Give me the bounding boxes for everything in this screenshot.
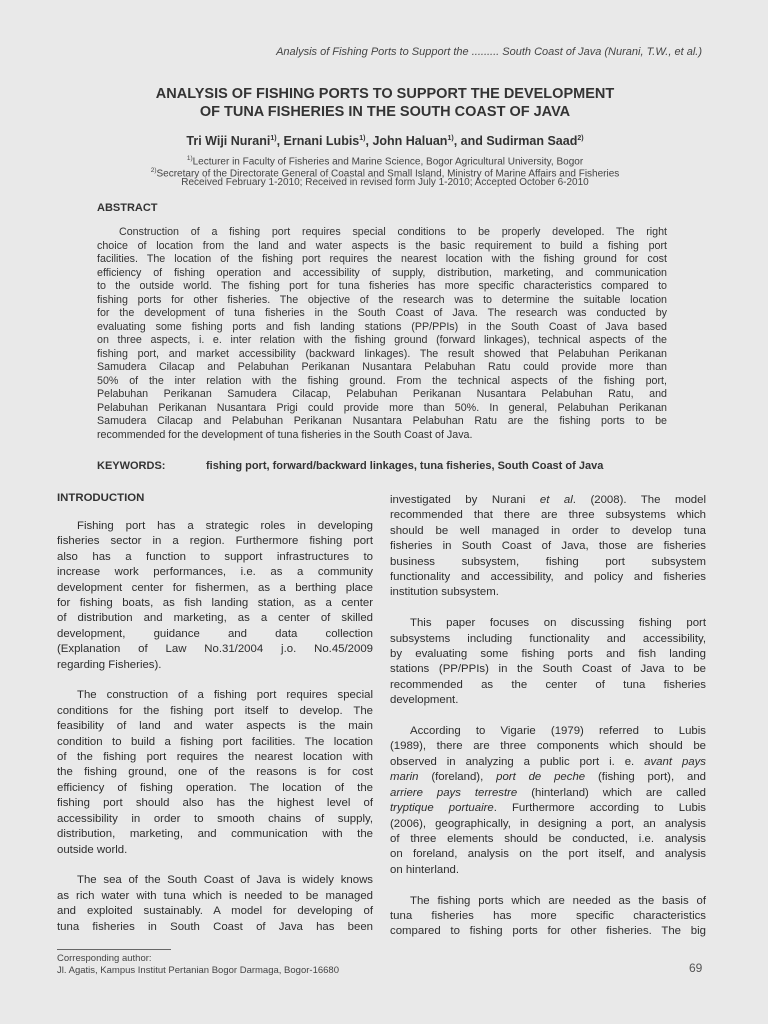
author-4-affil: 2) <box>577 134 584 142</box>
italic-span: port de peche <box>496 771 586 784</box>
text-line: fishing port should also has the highest level of <box>57 797 373 810</box>
text-line: (1989), there are three components which should be <box>390 740 706 753</box>
affiliation-2-mark: 2) <box>150 167 157 174</box>
text-line: stations (PP/PPIs) in the South Coast of Java to be <box>390 663 706 676</box>
text-line: The construction of a fishing port requires special <box>77 689 373 702</box>
text-line: (Explanation of Law No.31/2004 j.o. No.45/2009 <box>57 643 373 656</box>
italic-span: marin <box>390 771 419 784</box>
text-line: of distribution and marketing, as a center of skilled <box>57 612 373 625</box>
abstract-heading: ABSTRACT <box>97 202 158 214</box>
title-line-1: ANALYSIS OF FISHING PORTS TO SUPPORT THE DEVELOPMENT <box>155 86 615 102</box>
author-3-affil: 1) <box>447 134 454 142</box>
abstract-line: on three aspects, i. e. inter relation with the fishing ground (forward linkages), technical aspects of the <box>97 334 667 346</box>
italic-span: tryptique portuaire <box>390 802 494 815</box>
text-line: compared to fishing ports for other fisheries. The big <box>390 925 706 938</box>
abstract-line: fishing ports for other fisheries. The objective of the research was to determine the suitable location <box>97 293 667 306</box>
author-and: , and <box>453 134 487 148</box>
text-line: (2006), geographically, in designing a port, an analysis <box>390 817 706 830</box>
abstract-body <box>97 226 667 442</box>
right-paragraph-4 <box>390 894 706 940</box>
text-line: development center for fishermen, as a berthing place <box>57 581 373 594</box>
abstract-line: recommended for the development of tuna fisheries in the South Coast of Java. <box>97 428 473 441</box>
text-line: functionality and accessibility, and policy and fisheries <box>390 571 706 584</box>
left-column <box>57 519 373 935</box>
text-line: fisheries sector in a region. Furthermore fishing port <box>57 535 373 548</box>
right-paragraph-1 <box>390 493 706 601</box>
text-span: . Furthermore according to Lubis <box>493 802 707 815</box>
text-line: institution subsystem. <box>390 586 499 599</box>
text-line: business subsystem, fishing port subsystem <box>390 555 706 568</box>
text-span: (fishing port), and <box>585 771 706 784</box>
author-1-affil: 1) <box>270 134 277 142</box>
italic-span: avant pays <box>644 755 707 768</box>
text-line: tuna fisheries has more specific characteristics <box>390 909 706 922</box>
abstract-line: 50% of the inter relation with the fishing ground. From the technical aspects of the fishing port, <box>97 374 667 387</box>
text-span: investigated by Nurani <box>390 494 540 506</box>
text-line: of three elements should be conducted, i.e. analysis <box>390 832 706 845</box>
italic-span: arriere pays terrestre <box>390 786 518 799</box>
text-line: This paper focuses on discussing fishing port <box>410 617 706 630</box>
footnote-divider <box>57 949 171 950</box>
text-span: . (2008). The model <box>572 494 707 506</box>
author-list <box>60 134 710 148</box>
text-line: development. <box>390 694 459 707</box>
text-line: The fishing ports which are needed as the basis of <box>410 894 706 907</box>
text-span: (foreland), <box>418 771 497 784</box>
text-line: accessibility in order to smooth chains of supply, <box>57 812 373 825</box>
author-2-affil: 1) <box>359 134 366 142</box>
text-line: as rich water with tuna which is needed to be managed <box>57 889 373 902</box>
text-line: on hinterland. <box>390 863 460 876</box>
paper-title <box>60 85 710 121</box>
author-sep: , <box>365 134 373 148</box>
abstract-line: Pelabuhan Perikanan Nusantara Prigi could provide more than 50%. In general, Pelabuhan Perikanan <box>97 401 667 414</box>
text-line: increase work performances, i.e. as a community <box>57 566 373 579</box>
text-line <box>390 755 706 770</box>
abstract-line: Samudera Cilacap and Pelabuhan Perikanan Nusantara Pelabuhan Ratu could provide more than <box>97 361 667 373</box>
keywords-value: fishing port, forward/backward linkages, tuna fisheries, South Coast of Java <box>206 460 604 472</box>
text-line: The sea of the South Coast of Java is widely knows <box>77 874 373 887</box>
text-line <box>390 770 706 785</box>
text-line: of the fishing port requires the nearest location with <box>57 751 373 764</box>
author-1: Tri Wiji Nurani <box>186 134 271 148</box>
right-paragraph-2 <box>390 616 706 708</box>
author-3: John Haluan <box>372 134 448 148</box>
text-line: should be well managed in order to develop tuna <box>390 524 706 537</box>
text-line: for fishing boats, as fish landing station, as a center <box>57 597 373 610</box>
text-span: observed in analyzing a public port i. e. <box>390 755 645 768</box>
footnote-address: Jl. Agatis, Kampus Institut Pertanian Bogor Darmaga, Bogor-16680 <box>57 965 339 976</box>
abstract-line: efficiency of fishing operation and accessibility of supply, distribution, marketing, and communication <box>97 266 667 279</box>
author-sep: , <box>276 134 284 148</box>
keywords-label: KEYWORDS: <box>97 460 166 472</box>
text-line: outside world. <box>57 843 128 856</box>
intro-paragraph-3 <box>57 873 373 935</box>
text-line: development, guidance and data collection <box>57 627 373 640</box>
abstract-line: to the outside world. The fishing port for tuna fisheries has more specific characteristics compared to <box>97 280 667 292</box>
text-line: conditions for the fishing port itself to develop. The <box>57 704 373 717</box>
text-line: condition to build a fishing port facilities. The location <box>57 735 373 748</box>
title-line-2: OF TUNA FISHERIES IN THE SOUTH COAST OF JAVA <box>199 104 571 120</box>
text-line: recommended as the center of tuna fisheries <box>390 678 706 691</box>
text-line: distribution, marketing, and communication with the <box>57 828 373 841</box>
text-line <box>390 786 706 801</box>
footnote-label: Corresponding author: <box>57 953 152 964</box>
abstract-line: Construction of a fishing port requires special conditions to be properly developed. The right <box>119 226 667 238</box>
affiliation-2-text: Secretary of the Directorate General of Coastal and Small Island, Ministry of Marine Affairs and Fisheries <box>156 168 620 180</box>
text-line: feasibility of land and water aspects is the main <box>57 720 373 733</box>
author-2: Ernani Lubis <box>283 134 360 148</box>
text-span: (hinterland) which are called <box>517 786 707 799</box>
text-line: Fishing port has a strategic roles in developing <box>77 520 373 532</box>
abstract-line: facilities. The location of the fishing port requires the nearest location with the fishing ground for cost <box>97 253 667 265</box>
author-4: Sudirman Saad <box>486 134 578 148</box>
abstract-line: Pelabuhan Perikanan Samudera Cilacap, Pelabuhan Perikanan Nusantara Pelabuhan Ratu, and <box>97 388 667 400</box>
text-line: the fishing ground, one of the reasons is for cost <box>57 766 373 779</box>
page-number: 69 <box>689 961 703 975</box>
text-line: regarding Fisheries). <box>57 658 162 671</box>
right-paragraph-3 <box>390 724 706 878</box>
abstract-line: for the development of tuna fisheries in the South Coast of Java. The research was conducted by <box>97 307 667 319</box>
intro-paragraph-1 <box>57 519 373 673</box>
text-line: fisheries in South Coast of Java, those are fisheries <box>390 540 706 553</box>
abstract-line: fishing port, and market accessibility (backward linkages). The result showed that Pelabuhan Perikanan <box>97 347 667 360</box>
text-line: subsystems including functionality and accessibility, <box>390 632 706 645</box>
intro-paragraph-2 <box>57 688 373 857</box>
received-dates: Received February 1-2010; Received in revised form July 1-2010; Accepted October 6-2010 <box>181 177 589 188</box>
text-line: recommended that there are three subsystems which <box>390 509 706 522</box>
abstract-line: evaluating some fishing ports and fish landing stations (PP/PPIs) in the South Coast of Java based <box>97 320 667 333</box>
text-line <box>390 493 706 508</box>
italic-span: et al <box>539 494 573 506</box>
introduction-heading: INTRODUCTION <box>57 492 145 504</box>
affiliation-1-text: Lecturer in Faculty of Fisheries and Marine Science, Bogor Agricultural University, Bogor <box>192 156 584 168</box>
text-line: efficiency of fishing operation. The location of the <box>57 781 373 794</box>
right-column <box>390 493 706 940</box>
text-line: on foreland, analysis on the port itself, and analysis <box>390 848 706 861</box>
abstract-line: choice of location from the land and water aspects is the basic requirement to build a fishing port <box>97 239 667 252</box>
text-line: and exploited sustainably. A model for developing of <box>57 905 373 918</box>
text-line: by evaluating some fishing ports and fish landing <box>390 648 706 661</box>
text-line: also has a function to support infrastructures to <box>57 550 373 563</box>
running-head: Analysis of Fishing Ports to Support the ......... South Coast of Java (Nurani, T.W., et al.) <box>276 46 702 58</box>
text-line <box>390 801 706 816</box>
abstract-line: Samudera Cilacap and Pelabuhan Perikanan Nusantara Pelabuhan Ratu are the fishing ports to be <box>97 415 667 427</box>
text-line: According to Vigarie (1979) referred to Lubis <box>410 725 706 738</box>
affiliation-1-mark: 1) <box>186 155 193 162</box>
text-line: tuna fisheries in South Coast of Java has been <box>57 920 373 933</box>
